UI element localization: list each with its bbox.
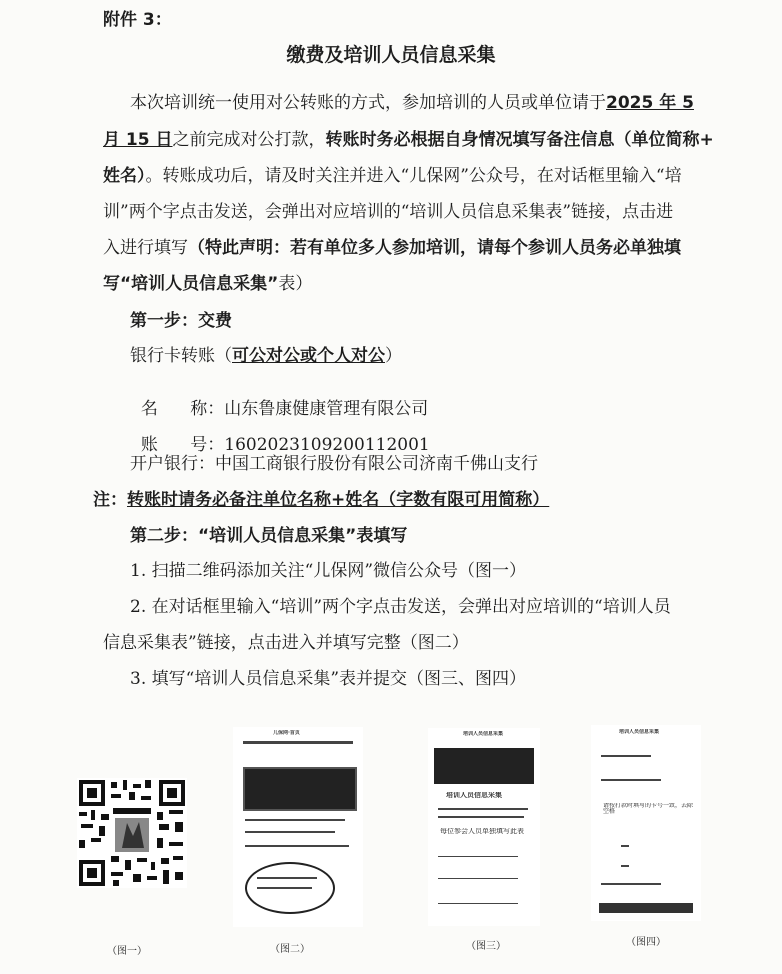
fig3-handwritten-note: 每位参会人员单独填写此表 <box>440 828 524 834</box>
bank-value: 中国工商银行股份有限公司济南千佛山支行 <box>215 454 538 474</box>
fig4-handwritten-note: 请按打款时填写的卡号一致，去除空格 <box>603 803 694 815</box>
step2-heading: 第二步：“培训人员信息采集”表填写 <box>130 526 408 546</box>
special-statement: 写“培训人员信息采集” <box>103 274 279 294</box>
figure-3-screenshot <box>428 728 540 926</box>
transfer-type: 可公对公或个人对公 <box>232 346 385 366</box>
fig3-header-text: 培训人员信息采集 <box>463 731 504 737</box>
step2-item-2-cont: 信息采集表”链接，点击进入并填写完整（图二） <box>103 633 469 653</box>
intro-line-4: 训”两个字点击发送，会弹出对应培训的“培训人员信息采集表”链接，点击进 <box>103 202 674 222</box>
account-number-row <box>130 420 430 454</box>
step2-item-2: 2. 在对话框里输入“培训”两个字点击发送，会弹出对应培训的“培训人员 <box>130 597 671 617</box>
bank-transfer-paren: ） <box>385 346 402 366</box>
intro-line-3 <box>103 168 682 185</box>
fig3-form-title: 培训人员信息采集 <box>446 792 502 798</box>
account-name-row <box>130 384 428 418</box>
fig3-banner <box>434 748 534 784</box>
figure-2-screenshot <box>233 727 363 927</box>
deadline-date-part1: 2025 年 5 <box>606 93 694 113</box>
page-title: 缴费及培训人员信息采集 <box>286 44 496 66</box>
fig2-header-text: 儿保网·首页 <box>273 730 300 736</box>
figure-1-caption: （图一） <box>107 946 147 957</box>
intro-line-5 <box>103 240 681 257</box>
figure-3-caption: （图三） <box>466 941 506 952</box>
remark-requirement: 姓名） <box>103 166 146 186</box>
remark-requirement: 转账时务必根据自身情况填写备注信息（单位简称+ <box>325 130 714 150</box>
note-label: 注： <box>93 490 127 510</box>
step2-item-1: 1. 扫描二维码添加关注“儿保网”微信公众号（图一） <box>130 561 527 581</box>
fig4-submit-bar <box>599 903 693 913</box>
figure-2-caption: （图二） <box>270 944 310 955</box>
intro-text: 。转账成功后，请及时关注并进入“儿保网”公众号，在对话框里输入“培 <box>145 166 682 186</box>
figure-4-screenshot <box>591 725 701 921</box>
note-text: 转账时请务必备注单位名称+姓名（字数有限可用简称） <box>127 490 550 510</box>
special-statement: （特此声明：若有单位多人参加培训，请每个参训人员务必单独填 <box>188 238 681 258</box>
intro-line-2 <box>103 132 714 149</box>
intro-text: 表） <box>278 274 313 294</box>
intro-line-6 <box>103 276 312 293</box>
deadline-date-part2: 月 15 日 <box>103 130 173 150</box>
intro-text: 入进行填写 <box>103 238 188 258</box>
qr-code-image <box>77 778 187 888</box>
account-number-value: 1602023109200112001 <box>224 435 430 455</box>
bank-transfer-line <box>130 348 402 365</box>
account-name-value: 山东鲁康健康管理有限公司 <box>224 399 429 419</box>
bank-transfer-label: 银行卡转账（ <box>130 346 232 366</box>
step1-heading: 第一步：交费 <box>130 311 232 331</box>
intro-text: 之前完成对公打款， <box>172 130 326 150</box>
account-name-label: 名 称： <box>140 399 225 419</box>
step2-item-3: 3. 填写“培训人员信息采集”表并提交（图三、图四） <box>130 669 527 689</box>
figure-4-caption: （图四） <box>626 937 666 948</box>
fig4-header-text: 培训人员信息采集 <box>619 729 660 735</box>
intro-text: 本次培训统一使用对公转账的方式，参加培训的人员或单位请于 <box>130 93 606 113</box>
bank-label: 开户银行： <box>130 454 215 474</box>
note-line <box>93 492 549 509</box>
bank-row <box>130 456 538 473</box>
fig2-banner <box>243 767 357 811</box>
intro-line-1 <box>130 95 694 112</box>
account-number-label: 账 号： <box>140 435 225 455</box>
attachment-label: 附件 3： <box>103 10 172 30</box>
